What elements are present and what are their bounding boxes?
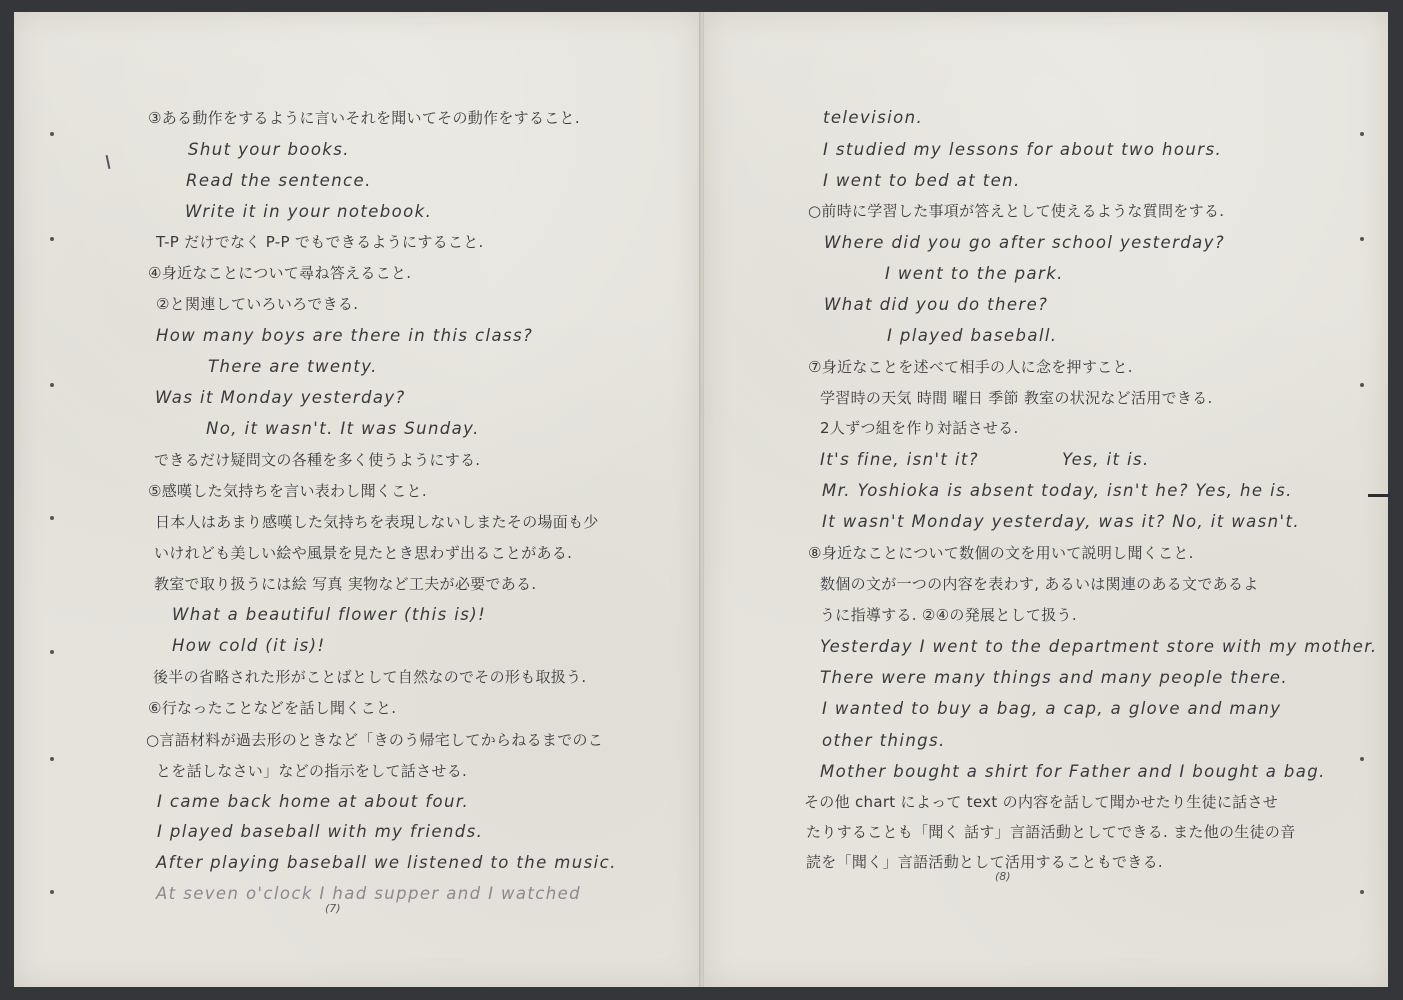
text-line: After playing baseball we listened to the music. (156, 853, 617, 872)
text-line: T-P だけでなく P-P でもできるようにすること. (156, 233, 484, 251)
text-line: How cold (it is)! (172, 636, 326, 655)
binding-hole (1360, 757, 1364, 761)
text-line: ④身近なことについて尋ね答えること. (148, 264, 412, 282)
edge-mark (1368, 494, 1390, 497)
text-line: other things. (822, 731, 946, 750)
text-line: 日本人はあまり感嘆した気持ちを表現しないしまたその場面も少 (155, 513, 599, 531)
text-line: ②と関連していろいろできる. (156, 295, 359, 313)
text-line: 教室で取り扱うには絵 写真 実物など工夫が必要である. (154, 575, 537, 593)
text-line: Mr. Yoshioka is absent today, isn't he? Yes, he is. (822, 481, 1293, 500)
text-line: No, it wasn't. It was Sunday. (206, 419, 480, 438)
page-number: (7) (325, 902, 341, 915)
text-line: I came back home at about four. (157, 792, 470, 811)
binding-hole (50, 132, 54, 136)
text-line: I went to the park. (885, 264, 1064, 283)
text-line: Mother bought a shirt for Father and I bought a bag. (820, 762, 1326, 781)
text-line: 後半の省略された形がことばとして自然なのでその形も取扱う. (153, 668, 587, 686)
binding-hole (50, 757, 54, 761)
binding-hole (1360, 383, 1364, 387)
text-line: とを話しなさい」などの指示をして話させる. (156, 762, 468, 780)
text-line: At seven o'clock I had supper and I watched (156, 884, 582, 903)
text-line: できるだけ疑問文の各種を多く使うようにする. (154, 451, 481, 469)
text-line: Write it in your notebook. (185, 202, 433, 221)
text-line: いけれども美しい絵や風景を見たとき思わず出ることがある. (154, 544, 573, 562)
binding-hole (50, 516, 54, 520)
page-number: (8) (995, 870, 1011, 883)
text-line: Was it Monday yesterday? (155, 388, 406, 407)
text-line: Yes, it is. (1062, 450, 1150, 469)
text-line: Where did you go after school yesterday? (824, 233, 1225, 252)
binding-hole (50, 383, 54, 387)
text-line: うに指導する. ②④の発展として扱う. (820, 606, 1077, 624)
text-line: たりすることも「聞く 話す」言語活動としてできる. また他の生徒の音 (806, 823, 1296, 841)
text-line: Shut your books. (188, 140, 350, 159)
binding-hole (50, 237, 54, 241)
text-line: ○前時に学習した事項が答えとして使えるような質問をする. (808, 202, 1225, 220)
text-line: television. (823, 108, 924, 127)
binding-hole (1360, 890, 1364, 894)
text-line: ⑥行なったことなどを話し聞くこと. (148, 699, 397, 717)
text-line: 数個の文が一つの内容を表わす, あるいは関連のある文であるよ (820, 575, 1259, 593)
text-line: What a beautiful flower (this is)! (172, 605, 487, 624)
text-line: I played baseball with my friends. (157, 822, 484, 841)
text-line: It wasn't Monday yesterday, was it? No, it wasn't. (822, 512, 1300, 531)
text-line: There were many things and many people there. (820, 668, 1288, 687)
binding-hole (50, 650, 54, 654)
text-line: It's fine, isn't it? (820, 450, 979, 469)
text-line: 2人ずつ組を作り対話させる. (820, 419, 1019, 437)
text-line: その他 chart によって text の内容を話して聞かせたり生徒に話させ (804, 793, 1279, 811)
text-line: 学習時の天気 時間 曜日 季節 教室の状況など活用できる. (820, 389, 1213, 407)
text-line: ③ある動作をするように言いそれを聞いてその動作をすること. (148, 109, 580, 127)
text-line: I wanted to buy a bag, a cap, a glove and many (822, 699, 1282, 718)
text-line: I went to bed at ten. (823, 171, 1021, 190)
binding-hole (1360, 237, 1364, 241)
text-line: 読を「聞く」言語活動として活用することもできる. (806, 853, 1163, 871)
text-line: How many boys are there in this class? (156, 326, 534, 345)
text-line: I played baseball. (887, 326, 1058, 345)
text-line: Read the sentence. (186, 171, 372, 190)
text-line: I studied my lessons for about two hours. (823, 140, 1223, 159)
text-line: ⑦身近なことを述べて相手の人に念を押すこと. (808, 358, 1133, 376)
text-line: There are twenty. (208, 357, 378, 376)
text-line: ⑧身近なことについて数個の文を用いて説明し聞くこと. (808, 544, 1194, 562)
text-line: ⑤感嘆した気持ちを言い表わし聞くこと. (148, 482, 427, 500)
text-line: What did you do there? (824, 295, 1049, 314)
text-line: Yesterday I went to the department store with my mother. (820, 637, 1378, 656)
text-line: ○言語材料が過去形のときなど「きのう帰宅してからねるまでのこ (146, 731, 604, 749)
binding-hole (50, 890, 54, 894)
binding-hole (1360, 132, 1364, 136)
